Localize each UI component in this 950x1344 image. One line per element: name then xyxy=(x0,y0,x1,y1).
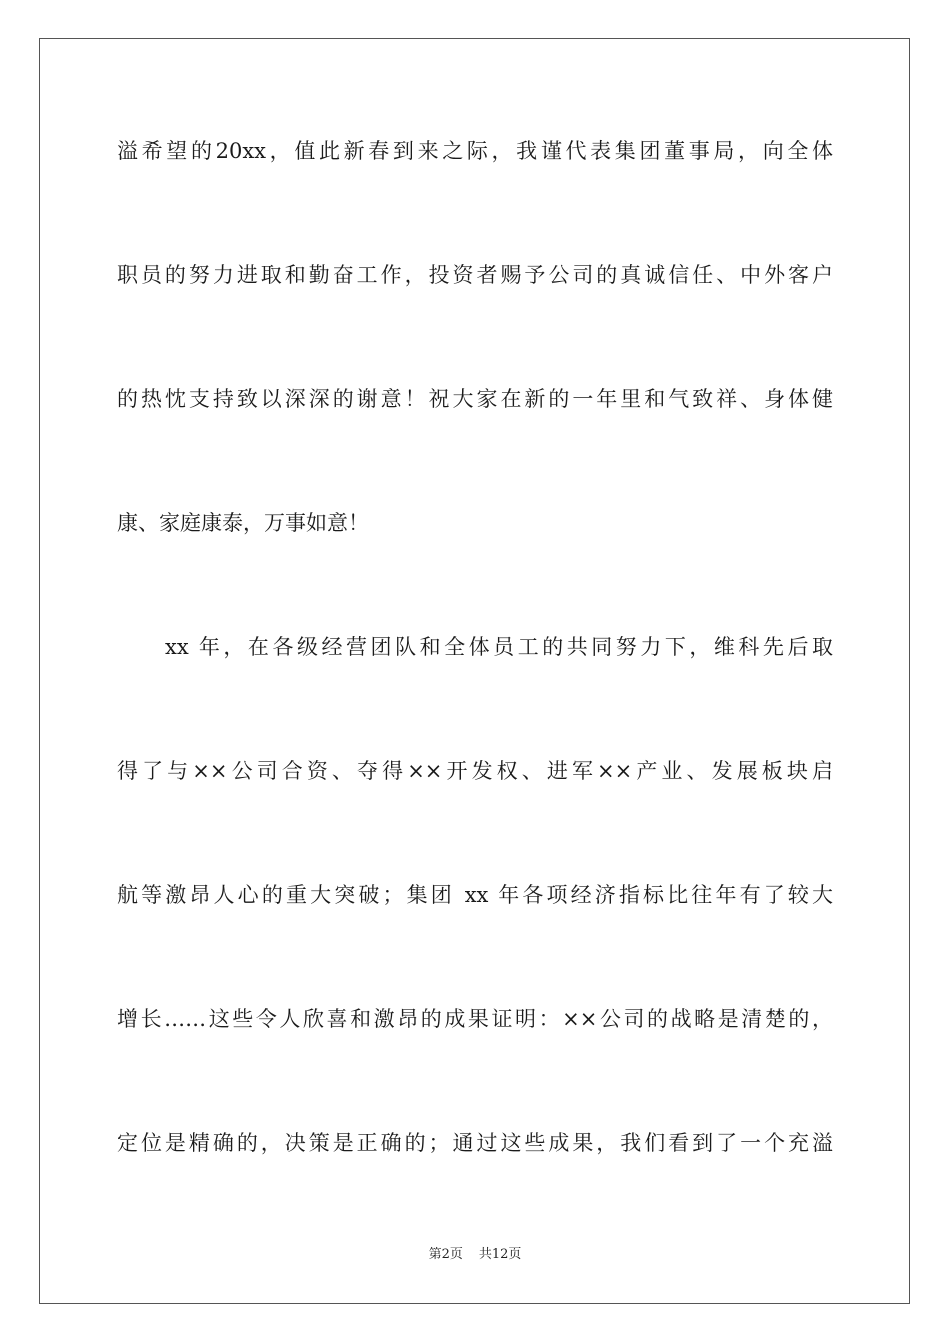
paragraph-line: 定位是精确的，决策是正确的；通过这些成果，我们看到了一个充溢 xyxy=(117,1131,833,1155)
paragraph-line: 的热忱支持致以深深的谢意！祝大家在新的一年里和气致祥、身体健 xyxy=(117,387,833,411)
paragraph-line: xx 年，在各级经营团队和全体员工的共同努力下，维科先后取 xyxy=(165,635,833,659)
paragraph-line: 溢希望的20xx，值此新春到来之际，我谨代表集团董事局，向全体 xyxy=(117,139,833,163)
page-total: 共12页 xyxy=(478,1247,522,1262)
paragraph-line: 职员的努力进取和勤奋工作，投资者赐予公司的真诚信任、中外客户 xyxy=(117,263,833,287)
paragraph-line: 得了与××公司合资、夺得××开发权、进军××产业、发展板块启 xyxy=(117,759,833,783)
page-number: 第2页 xyxy=(428,1247,463,1262)
paragraph-line: 航等激昂人心的重大突破；集团 xx 年各项经济指标比往年有了较大 xyxy=(117,883,833,907)
page-border xyxy=(39,38,910,1304)
paragraph-line: 增长……这些令人欣喜和激昂的成果证明：××公司的战略是清楚的， xyxy=(117,1007,833,1031)
page-footer xyxy=(0,1246,950,1264)
paragraph-line: 康、家庭康泰，万事如意！ xyxy=(117,511,369,535)
